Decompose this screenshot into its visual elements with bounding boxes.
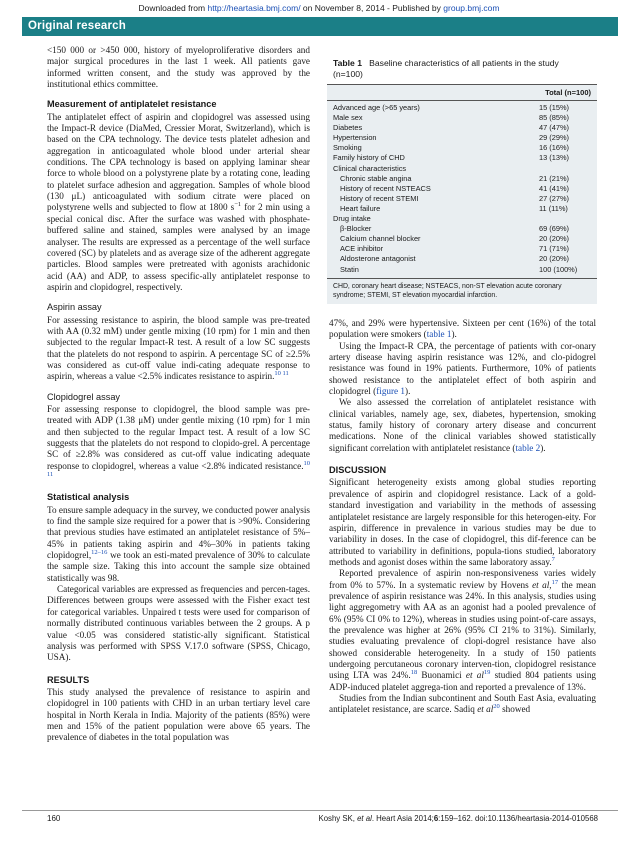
table-row — [327, 113, 597, 123]
section-label: Original research — [22, 17, 618, 36]
table-cell-value: 15 (15%) — [539, 103, 569, 112]
ref-link[interactable]: 10 11 — [47, 459, 310, 478]
heading-discussion: DISCUSSION — [329, 465, 387, 476]
table-row — [327, 214, 597, 224]
footer-citation: Koshy SK, et al. Heart Asia 2014;6:159–162. doi:10.1136/heartasia-2014-010568 — [318, 814, 598, 823]
table-cell-label: Aldosterone antagonist — [340, 254, 416, 264]
table-row — [327, 143, 597, 153]
table-cell-label: Statin — [340, 264, 359, 274]
table-row — [327, 254, 597, 264]
table-cell-label: Hypertension — [333, 133, 377, 143]
footer-rule — [22, 810, 618, 811]
table-cell-label: β-Blocker — [340, 224, 372, 234]
ref-link[interactable]: 7 — [551, 555, 555, 563]
table-body — [327, 101, 597, 278]
table-row — [327, 103, 597, 113]
table2-link[interactable]: table 2 — [515, 442, 541, 453]
banner-link-article[interactable]: http://heartasia.bmj.com/ — [207, 3, 301, 13]
paragraph-discussion-3: Studies from the Indian subcontinent and South East Asia, evaluating antiplatelet resistance, are scarce. Sadiq et al$^{20}$ showed — [329, 693, 596, 715]
table-cell-label: ACE inhibitor — [340, 244, 384, 254]
table-row — [327, 234, 597, 244]
ref-link[interactable]: 17 — [551, 578, 559, 586]
table-title: Table 1 Baseline characteristics of all patients in the study (n=100) — [327, 53, 597, 84]
table-cell-value: 41 (41%) — [539, 183, 569, 193]
paragraph-statistics-2: Categorical variables are expressed as frequencies and percen-tages. Differences between groups were assessed with the Fisher exact test for categorical variables. Unpaired t tests were used for comparison of normally distributed continuous variables between the 2 groups. A p value <0.05 was considered statistic-ally significant. Statistical analysis was performed with SPSS V.17.0 software (SPSS, Chicago, USA). — [47, 584, 310, 663]
paragraph-aspirin-assay: For assessing resistance to aspirin, the blood sample was pre-treated with AA (0.32 mM) under gentle mixing (10 rpm) for 1 min and then subjected to the regular Impact-R test. A result of a low SC suggests that the platelets do not respond to aspirin. A percentage SC of ≥2.5% was considered as cut-off value indi-cating adequate response to aspirin, whereas a value <2.5% indicates resistance to aspirin.$^{10 11}$ — [47, 314, 310, 382]
table-cell-label: Drug intake — [333, 214, 371, 224]
table-cell-value: 71 (71%) — [539, 244, 569, 254]
paragraph-measurement: The antiplatelet effect of aspirin and clopidogrel was assessed using the Impact-R device (DiaMed, Cressier Morat, Switzerland), which is based on the CPA technology. The device tests platelet adhesion and aggregation in anticoagulated whole blood under arterial shear conditions. The CPA technology is based on applying laminar shear force to whole blood on a polystyrene plate by a rotating cone, leading to platelet surface adhesion and aggregation. Samples of whole blood (130 μL) anticoagulated with sodium citrate were placed on polystyrene wells and subjected to flow at 1800 $s^{-1}$ for 2 min using a special conical disc. After the surface was washed with phosphate-buffered saline and stained, samples were analysed by an image analyser. The results are expressed as a percentage of the well surface covered (SC) by platelets and as average size of the adherent aggregate particles. Blood samples were pretreated with agonists arachidonic acid (AA) and ADP, to assess specific-ally antiplatelet response to aspirin and clopidogrel, respectively. — [47, 111, 310, 292]
table-footnote: CHD, coronary heart disease; NSTEACS, non-ST elevation acute coronary syndrome; STEMI, ST elevation myocardial infarction. — [327, 278, 597, 304]
paragraph-discussion-1: Significant heterogeneity exists among global studies reporting prevalence of aspirin and clopidogrel resistance. Lack of a gold-standard investigation and variability in the methods of assessing antiplatelet resistance are largely responsible for this heterogen-eity. For aspirin, difference in prevalence in various studies may be due to variability in doses. In the case of clopidogrel, this dif-ference can be attributed to variability in definitions, popula-tions studied, laboratory methods and agonist doses within the same laboratory assay.$^7$ — [329, 477, 596, 567]
heading-results: RESULTS — [47, 674, 90, 685]
table-cell-value: 69 (69%) — [539, 224, 569, 234]
table-cell-value: 16 (16%) — [539, 143, 569, 153]
download-banner — [0, 3, 638, 13]
table-cell-label: Male sex — [333, 113, 363, 123]
table-row — [327, 174, 597, 184]
table-column-header: Total (n=100) — [327, 84, 597, 101]
table-row — [327, 184, 597, 194]
figure1-link[interactable]: figure 1 — [376, 386, 406, 397]
ref-link[interactable]: 20 — [493, 703, 500, 711]
heading-measurement: Measurement of antiplatelet resistance — [47, 99, 217, 110]
banner-text-pre: Downloaded from — [138, 3, 208, 13]
table-cell-value: 85 (85%) — [539, 113, 569, 123]
paragraph-clopidogrel-assay: For assessing response to clopidogrel, the blood sample was pre-treated with ADP (1.38 μM) under gentle mixing (10 rpm) for 1 min and then subjected to the regular Impact test. A result of a low SC suggests that the platelets do not respond to clopido-grel. A percentage SC of ≥2.8% was considered as cut-off value indicating adequate response to clopidogrel, whereas a value <2.8% indicated resistance.$^{10 11}$ — [47, 403, 310, 478]
table-cell-value — [529, 214, 591, 224]
table-cell-value: 27 (27%) — [539, 193, 569, 203]
table-row — [327, 153, 597, 163]
page-number: 160 — [47, 814, 61, 823]
ref-link[interactable]: 18 — [410, 669, 418, 677]
paragraph-intro: <150 000 or >450 000, history of myeloproliferative disorders and major surgical procedures in the last 1 week. All patients gave informed written consent, and the study was approved by the institutional ethics committee. — [47, 45, 310, 90]
ref-link[interactable]: 19 — [483, 669, 491, 677]
table-cell-label: Heart failure — [340, 203, 381, 213]
table-cell-value: 29 (29%) — [539, 133, 569, 143]
heading-statistical-analysis: Statistical analysis — [47, 492, 130, 503]
table-row — [327, 194, 597, 204]
table-cell-value: 20 (20%) — [539, 234, 569, 244]
table-row — [327, 133, 597, 143]
paragraph-correlation: We also assessed the correlation of antiplatelet resistance with clinical variables, namely age, sex, diabetes, hypertension, smoking status, family history of coronary artery disease and concurrent medications. None of the clinical variables showed statistically significant correlation with antiplatelet resistance (table 2). — [329, 397, 596, 453]
table-cell-label: Smoking — [333, 143, 362, 153]
table-cell-label: Diabetes — [333, 123, 363, 133]
ref-link[interactable]: 10 11 — [274, 370, 289, 378]
paragraph-impact: Using the Impact-R CPA, the percentage of patients with cor-onary artery disease having aspirin resistance was 12%, and clo-pidogrel resistance was found in 19% patients. Furthermore, 10% of patients showed resistance to the antiplatelet effect of both aspirin and clopidogrel (figure 1). — [329, 340, 596, 397]
table-cell-value: 47 (47%) — [539, 123, 569, 133]
table-cell-value: 11 (11%) — [539, 203, 568, 213]
table-cell-value: 20 (20%) — [539, 254, 569, 264]
ref-link[interactable]: 12–16 — [91, 549, 108, 557]
table-cell-value: 100 (100%) — [539, 264, 578, 274]
table1-link[interactable]: table 1 — [426, 329, 452, 340]
right-column — [329, 318, 596, 716]
table-row — [327, 123, 597, 133]
banner-text-mid: on November 8, 2014 - Published by — [300, 3, 444, 13]
heading-aspirin-assay: Aspirin assay — [47, 302, 102, 313]
table-row — [327, 244, 597, 254]
table-cell-label: Advanced age (>65 years) — [333, 103, 420, 112]
table-cell-label: Chronic stable angina — [340, 173, 412, 183]
table-cell-label: Family history of CHD — [333, 153, 405, 163]
table-1 — [327, 53, 597, 304]
table-cell-value: 13 (13%) — [539, 153, 569, 163]
paragraph-results: This study analysed the prevalence of resistance to aspirin and clopidogrel in 100 patients with CHD in an urban tertiary level care hospital in North Kerala in India. Majority of the patients (85%) were men and 15% of the patient population were above 65 years. The prevalence of diabetes in the total population was — [47, 686, 310, 743]
paragraph-discussion-2: Reported prevalence of aspirin non-responsiveness varies widely from 0% to 57%. In a systematic review by Hovens et al,$^{17}$ the mean prevalence of aspirin resistance was 24%. In this analysis, studies using light aggregometry with AA as an agonist had a pooled prevalence of 6% (95% CI 0% to 12%), whereas in studies using point-of-care assays, the prevalence was higher at 26% (95% CI 21% to 31%). Similarly, studies evaluating prevalence of clopi-dogrel resistance have also showed considerable heterogeneity. In a study of 150 patients undergoing percutaneous coronary interven-tion, clopidogrel resistance using LTA was 24%.$^{18}$ Buonamici et al$^{19}$ studied 804 patients using ADP-induced platelet aggrega-tion and reported a prevalence of 13%. — [329, 568, 597, 692]
table-cell-value: 21 (21%) — [539, 173, 569, 183]
paragraph-results-cont: 47%, and 29% were hypertensive. Sixteen per cent (16%) of the total population were smokers (table 1). — [329, 318, 596, 340]
table-row — [327, 164, 597, 174]
left-column — [47, 45, 310, 744]
table-cell-label: Calcium channel blocker — [340, 234, 421, 244]
heading-clopidogrel-assay: Clopidogrel assay — [47, 391, 121, 402]
table-cell-label: History of recent NSTEACS — [340, 183, 431, 193]
table-row — [327, 224, 597, 234]
table-cell-label: Clinical characteristics — [333, 163, 407, 173]
paragraph-statistics-1: To ensure sample adequacy in the survey, we conducted power analysis to find the sample size required for a power that is >90%. Considering that previous studies have estimated an antiplatelet resistance of 5%–45% in patients taking aspirin and 4%–30% in patients taking clopidogrel,$^{12-16}$ we took an esti-mated prevalence of 30% to calculate the sample size. Taking this into account the sample size obtained statistically was 98. — [47, 504, 310, 583]
banner-link-group[interactable]: group.bmj.com — [443, 3, 500, 13]
table-row — [327, 265, 597, 275]
table-row — [327, 204, 597, 214]
table-cell-value — [529, 164, 591, 174]
table-cell-label: History of recent STEMI — [340, 193, 419, 203]
